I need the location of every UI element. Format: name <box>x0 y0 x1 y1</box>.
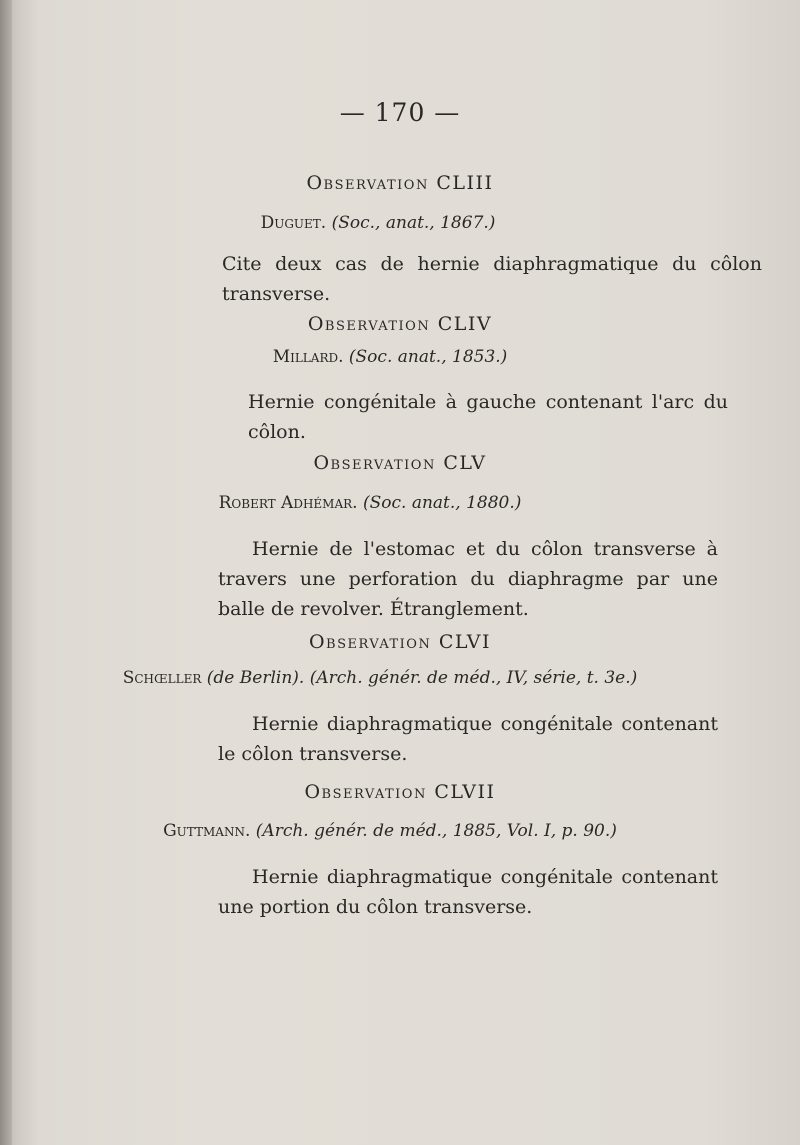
observation-title: Observation CLIV <box>307 313 493 335</box>
observation-source <box>0 213 778 233</box>
observation-title: Observation CLV <box>313 452 487 474</box>
observation-author: Millard. <box>272 347 344 367</box>
page-number: — 170 — <box>339 98 461 127</box>
observation-title: Observation CLVI <box>308 631 492 653</box>
observation-reference: (Soc., anat., 1867.) <box>331 213 496 233</box>
observation-source <box>0 493 770 513</box>
observation-source <box>0 347 790 367</box>
observation-reference: (de Berlin). (Arch. génér. de méd., IV, série, t. 3e.) <box>206 668 638 688</box>
observation-reference: (Arch. génér. de méd., 1885, Vol. I, p. 90.) <box>255 821 617 841</box>
observation-text: Hernie congénitale à gauche contenant l'arc du côlon. <box>248 391 728 443</box>
observation-reference: (Soc. anat., 1880.) <box>362 493 522 513</box>
observation-title: Observation CLVII <box>304 781 496 803</box>
observation-title: Observation CLIII <box>306 172 494 194</box>
observation-source <box>0 668 780 688</box>
observation-text: Hernie diaphragmatique congénitale contenant une portion du côlon transverse. <box>218 866 718 918</box>
observation-author: Robert Adhémar. <box>218 493 358 513</box>
observation-reference: (Soc. anat., 1853.) <box>348 347 508 367</box>
observation-author: Duguet. <box>260 213 327 233</box>
observation-text: Cite deux cas de hernie diaphragmatique du côlon transverse. <box>222 253 762 305</box>
observation-author: Schœller <box>122 668 202 688</box>
observation-author: Guttmann. <box>163 821 251 841</box>
observation-text: Hernie de l'estomac et du côlon transverse à travers une perforation du diaphragme par une balle de revolver. Étranglement. <box>218 538 718 620</box>
observation-source <box>0 821 790 841</box>
observation-text: Hernie diaphragmatique congénitale contenant le côlon transverse. <box>218 713 718 765</box>
